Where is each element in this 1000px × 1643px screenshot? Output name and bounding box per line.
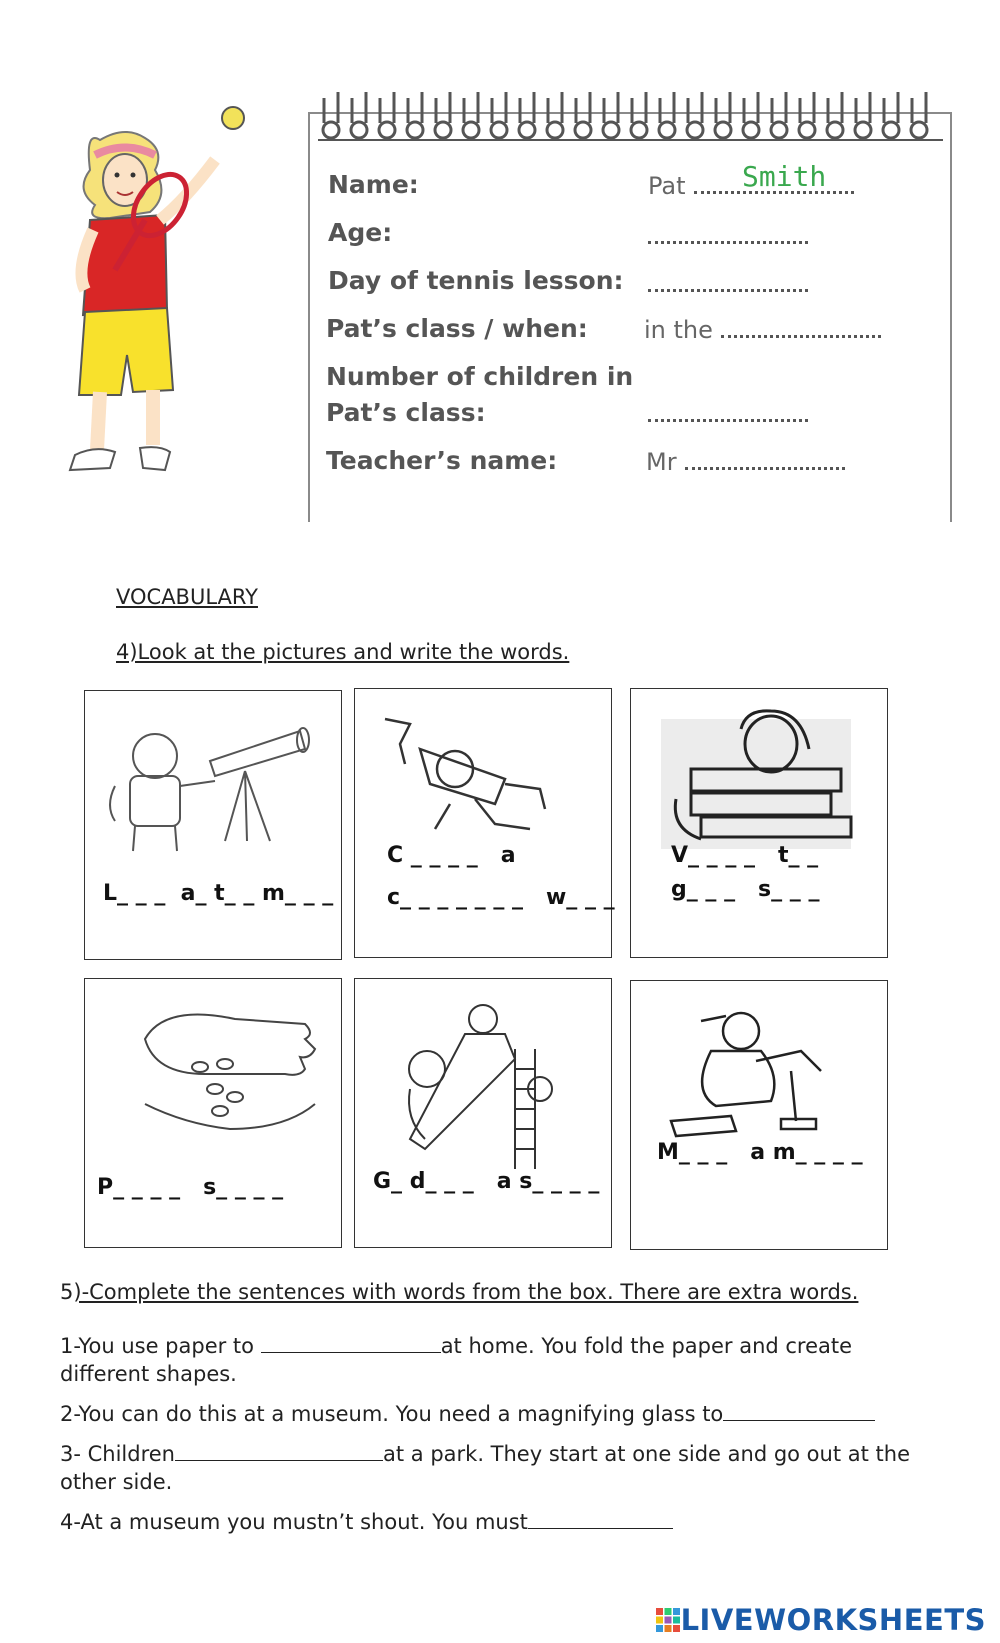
sentence-1 [60,1332,940,1388]
sentence-4-before: 4-At a museum you mustn’t shout. You must [60,1510,528,1534]
vocab-word-1a[interactable]: L_ _ _ a_ t_ _ m_ _ _ [103,881,334,906]
tennis-player-illustration [55,100,265,500]
liveworksheets-grid-icon [655,1607,681,1633]
vocab-card-1 [84,690,342,960]
exercise-4-instruction: 4)Look at the pictures and write the words. [116,640,570,664]
vocab-card-4 [84,978,342,1248]
garden-slide-icon [355,979,611,1247]
notebook-label-class: Pat’s class / when: [326,314,588,343]
vocab-word-5a[interactable]: G_ d_ _ _ a s_ _ _ _ [373,1169,600,1194]
astronaut-telescope-icon [85,691,341,959]
vocab-card-5 [354,978,612,1248]
handwritten-answer: Smith [742,160,827,193]
notebook-value-age[interactable] [640,222,808,250]
notebook-label-children-2: Pat’s class: [326,398,486,427]
answer-blank[interactable] [721,321,881,338]
notebook-spiral-binding [318,88,943,150]
vocabulary-heading: VOCABULARY [116,585,258,609]
sentence-3-blank[interactable] [175,1440,383,1461]
answer-blank[interactable] [685,453,845,470]
vocab-word-6a[interactable]: M_ _ _ a m_ _ _ _ [657,1140,863,1165]
liveworksheets-logo[interactable] [655,1603,986,1637]
video-games-icon [631,689,887,957]
answer-blank[interactable] [648,227,808,244]
sentence-3-before: 3- Children [60,1442,175,1466]
notebook-label-children: Number of children in [326,362,634,391]
exercise-5-number: 5 [60,1280,74,1304]
notebook-prefix-teacher: Mr [646,448,677,476]
notebook-prefix-name: Pat [648,172,686,200]
sentence-1-before: 1-You use paper to [60,1334,261,1358]
vocab-card-2 [354,688,615,958]
answer-blank[interactable] [648,275,808,292]
plant-seeds-icon [85,979,341,1247]
logo-text: LIVEWORKSHEETS [680,1603,986,1637]
exercise-5-instruction [60,1280,858,1304]
vocab-card-3 [630,688,888,958]
sentence-4-blank[interactable] [528,1508,673,1529]
vocab-word-3a[interactable]: V_ _ _ _ t_ _ [671,843,819,868]
sentence-1-after: at home. You fold the paper and create different shapes. [60,1334,853,1386]
sentence-2 [60,1400,940,1428]
notebook-value-teacher[interactable] [646,448,845,476]
sentence-3-after: at a park. They start at one side and go out at the other side. [60,1442,910,1494]
notebook-label-teacher: Teacher’s name: [326,446,558,475]
notebook-value-class[interactable] [644,316,881,344]
answer-blank[interactable] [648,405,808,422]
climbing-wall-icon [355,689,611,957]
sentence-2-blank[interactable] [723,1400,875,1421]
exercise-5-text: )-Complete the sentences with words from the box. There are extra words. [73,1280,859,1304]
vocab-word-3b[interactable]: g_ _ _ s_ _ _ [671,877,820,902]
notebook-label-day: Day of tennis lesson: [328,266,624,295]
make-model-icon [631,981,887,1249]
notebook-value-day[interactable] [640,270,808,298]
vocab-word-4a[interactable]: P_ _ _ _ s_ _ _ _ [97,1175,284,1200]
vocab-card-6 [630,980,888,1250]
sentence-4 [60,1508,940,1536]
notebook-value-children[interactable] [640,400,808,428]
vocab-word-2b[interactable]: c_ _ _ _ _ _ _ w_ _ _ [387,885,615,910]
notebook-label-name: Name: [328,170,419,199]
sentence-2-before: 2-You can do this at a museum. You need a magnifying glass to [60,1402,724,1426]
notebook-prefix-class: in the [644,316,713,344]
sentence-1-blank[interactable] [261,1332,441,1353]
notebook-label-age: Age: [328,218,393,247]
vocab-word-2a[interactable]: C _ _ _ _ a [387,843,516,868]
sentence-3 [60,1440,940,1496]
